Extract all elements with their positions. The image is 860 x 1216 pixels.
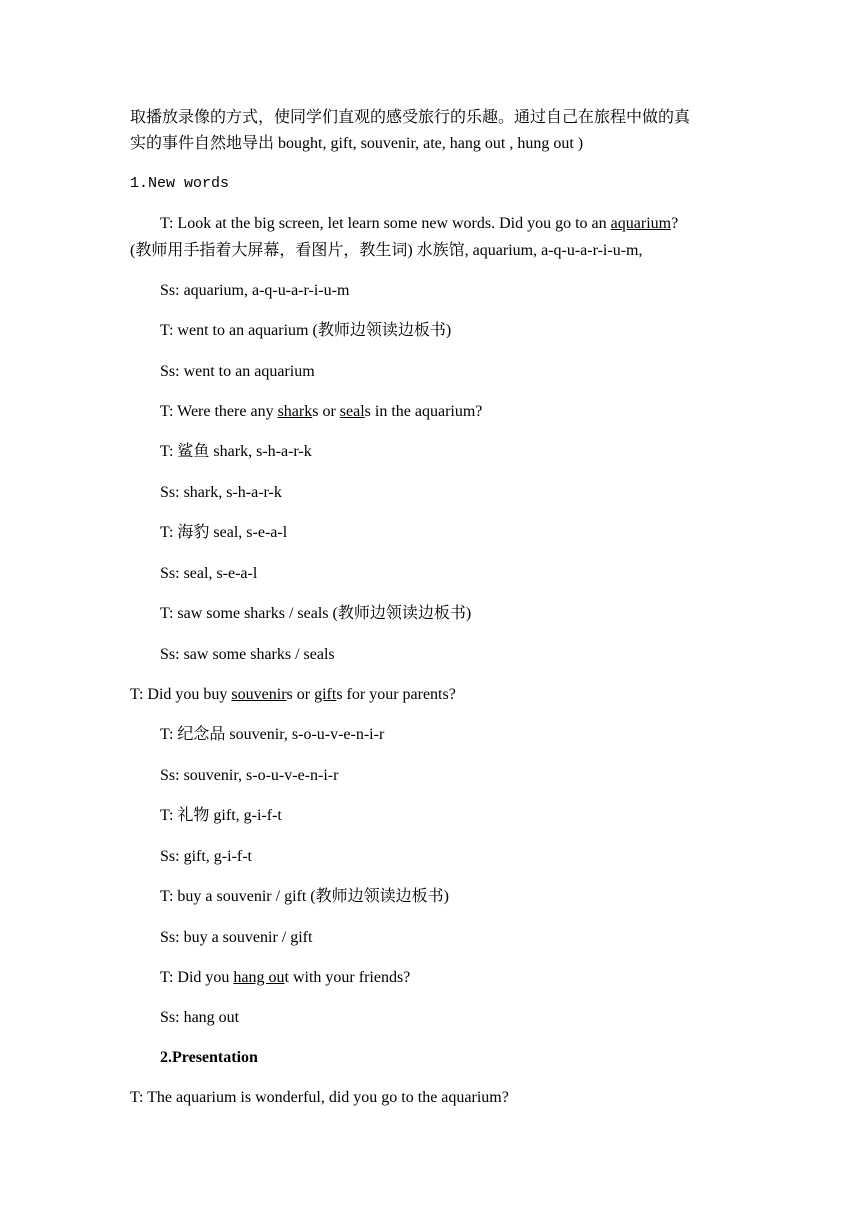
dialogue-line: Ss: souvenir, s-o-u-v-e-n-i-r xyxy=(160,767,339,784)
text-segment: s for your parents? xyxy=(336,686,456,703)
underlined-word: shark xyxy=(277,403,313,420)
dialogue-line-sharks-seals xyxy=(160,402,482,422)
underlined-word: seal xyxy=(339,403,365,420)
intro-line-1: 取播放录像的方式，使同学们直观的感受旅行的乐趣。通过自己在旅程中做的真 xyxy=(130,109,691,126)
intro-line-2: 实的事件自然地导出 bought, gift, souvenir, ate, hang out , hung out ) xyxy=(130,135,584,152)
underlined-word: gift xyxy=(314,686,337,703)
dialogue-line: Ss: buy a souvenir / gift xyxy=(160,929,313,946)
dialogue-line: T: 纪念品 souvenir, s-o-u-v-e-n-i-r xyxy=(160,726,385,743)
text-segment: s or xyxy=(286,686,315,703)
dialogue-line: Ss: shark, s-h-a-r-k xyxy=(160,484,282,501)
dialogue-line: Ss: went to an aquarium xyxy=(160,363,315,380)
dialogue-line: T: went to an aquarium (教师边领读边板书) xyxy=(160,322,452,339)
dialogue-line: T: 鲨鱼 shark, s-h-a-r-k xyxy=(160,443,312,460)
dialogue-line: T: The aquarium is wonderful, did you go to the aquarium? xyxy=(130,1089,509,1106)
dialogue-line: T: buy a souvenir / gift (教师边领读边板书) xyxy=(160,888,449,905)
paragraph-aquarium-question xyxy=(160,214,678,234)
text-segment: t with your friends? xyxy=(284,969,411,986)
underlined-word: souvenir xyxy=(231,686,287,703)
dialogue-line: Ss: gift, g-i-f-t xyxy=(160,848,252,865)
dialogue-line: T: 礼物 gift, g-i-f-t xyxy=(160,807,282,824)
text-segment: s in the aquarium? xyxy=(364,403,483,420)
dialogue-line: Ss: hang out xyxy=(160,1009,240,1026)
text-segment: s or xyxy=(312,403,340,420)
text-segment: T: Look at the big screen, let learn some new words. Did you go to an xyxy=(160,215,611,232)
text-segment: T: Did you xyxy=(160,969,234,986)
text-segment: T: Were there any xyxy=(160,403,278,420)
dialogue-line: Ss: aquarium, a-q-u-a-r-i-u-m xyxy=(160,282,350,299)
paragraph-aquarium-instruction: (教师用手指着大屏幕，看图片，教生词) 水族馆, aquarium, a-q-u-a-r-i-u-m, xyxy=(130,242,643,259)
dialogue-line: T: saw some sharks / seals (教师边领读边板书) xyxy=(160,605,472,622)
section-heading-new-words: 1.New words xyxy=(130,175,230,192)
text-segment: T: Did you buy xyxy=(130,686,232,703)
dialogue-line-hang-out xyxy=(160,968,410,988)
dialogue-line-souvenirs-gifts xyxy=(130,685,456,705)
section-heading-presentation: 2.Presentation xyxy=(160,1049,258,1066)
text-segment: ? xyxy=(671,215,679,232)
dialogue-line: Ss: seal, s-e-a-l xyxy=(160,565,258,582)
underlined-word: hang ou xyxy=(233,969,285,986)
dialogue-line: Ss: saw some sharks / seals xyxy=(160,646,335,663)
underlined-word: aquarium xyxy=(610,215,672,232)
dialogue-line: T: 海豹 seal, s-e-a-l xyxy=(160,524,288,541)
